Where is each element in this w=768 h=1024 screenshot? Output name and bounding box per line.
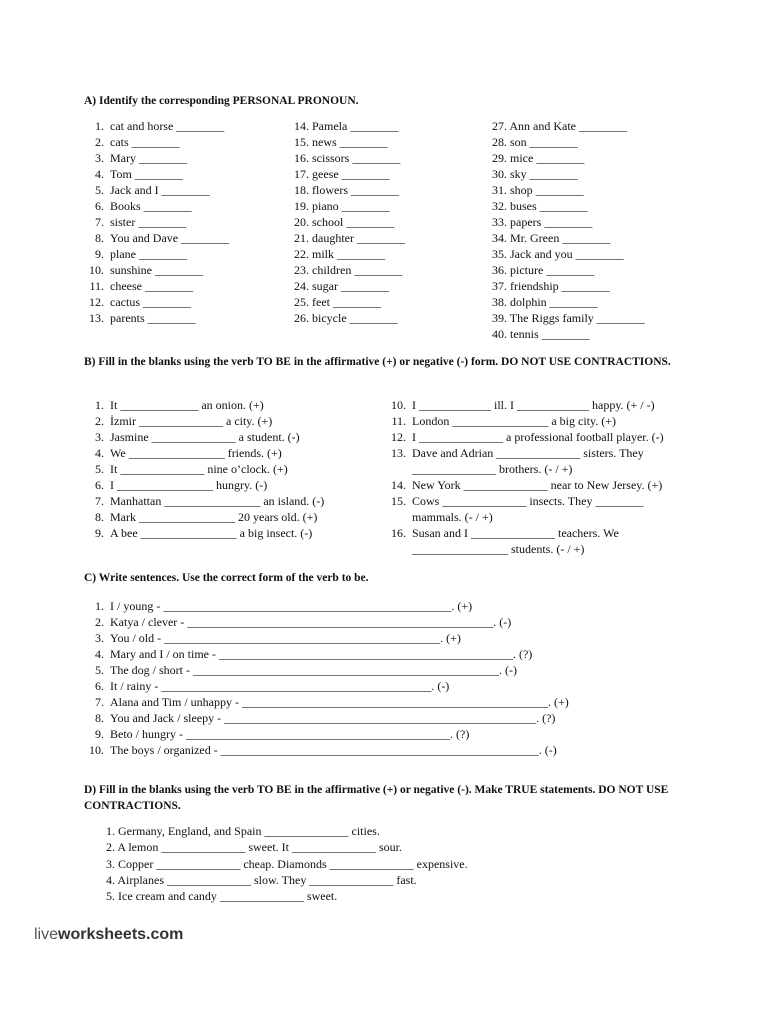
list-item: 1. It _____________ an onion. (+) <box>95 398 264 412</box>
list-item: 16. Susan and I ______________ teachers. We <box>391 526 619 540</box>
section-c-heading: C) Write sentences. Use the correct form of the verb to be. <box>84 572 369 584</box>
list-item: 9. Beto / hungry - ____________________________________________. (?) <box>95 727 470 741</box>
section-a-heading: A) Identify the corresponding PERSONAL PRONOUN. <box>84 95 359 107</box>
list-item: 4. We ________________ friends. (+) <box>95 446 282 460</box>
list-item: 11. London ________________ a big city. (+) <box>391 414 616 428</box>
list-item: 20. school ________ <box>294 215 395 229</box>
list-item: 6. I ________________ hungry. (-) <box>95 478 268 492</box>
list-item: 10. I ____________ ill. I ____________ happy. (+ / -) <box>391 398 655 412</box>
list-item: 8. You and Jack / sleepy - ____________________________________________________. (?) <box>95 711 556 725</box>
section-d-list <box>106 823 666 904</box>
list-item: 6. It / rainy - _____________________________________________. (-) <box>95 679 450 693</box>
list-item: 4. Airplanes ______________ slow. They ______________ fast. <box>106 872 417 887</box>
list-item: 18. flowers ________ <box>294 183 399 197</box>
list-item: 7. sister ________ <box>95 215 187 229</box>
list-item: 31. shop ________ <box>492 183 584 197</box>
list-item: 10. sunshine ________ <box>89 263 203 277</box>
list-item: 34. Mr. Green ________ <box>492 231 611 245</box>
list-item: 26. bicycle ________ <box>294 311 398 325</box>
list-item: 2. Katya / clever - ___________________________________________________. (-) <box>95 615 512 629</box>
list-item: 1. cat and horse ________ <box>95 119 225 133</box>
list-item: ________________ students. (- / +) <box>412 542 585 556</box>
list-item: 15. news ________ <box>294 135 388 149</box>
liveworksheets-logo[interactable] <box>34 926 183 944</box>
list-item: 13. Dave and Adrian ______________ sisters. They <box>391 446 644 460</box>
list-item: 8. Mark ________________ 20 years old. (+) <box>95 510 318 524</box>
list-item: mammals. (- / +) <box>412 510 493 524</box>
list-item: 9. A bee ________________ a big insect. (-) <box>95 526 313 540</box>
section-a-column-2 <box>294 118 484 326</box>
list-item: 14. New York ______________ near to New Jersey. (+) <box>391 478 663 492</box>
list-item: 29. mice ________ <box>492 151 585 165</box>
list-item: 4. Tom ________ <box>95 167 183 181</box>
list-item: 5. The dog / short - ___________________________________________________. (-) <box>95 663 517 677</box>
section-a-column-1 <box>84 118 284 326</box>
list-item: 21. daughter ________ <box>294 231 405 245</box>
list-item: 3. You / old - ______________________________________________. (+) <box>95 631 461 645</box>
list-item: 5. Jack and I ________ <box>95 183 210 197</box>
list-item: 2. İzmir ______________ a city. (+) <box>95 414 273 428</box>
list-item: ______________ brothers. (- / +) <box>412 462 573 476</box>
list-item: 5. Ice cream and candy ______________ sweet. <box>106 889 338 904</box>
list-item: 23. children ________ <box>294 263 403 277</box>
list-item: 24. sugar ________ <box>294 279 389 293</box>
list-item: 10. The boys / organized - _____________________________________________________. (-) <box>89 743 557 757</box>
list-item: 39. The Riggs family ________ <box>492 311 645 325</box>
list-item: 3. Copper ______________ cheap. Diamonds ______________ expensive. <box>106 856 468 871</box>
list-item: 5. It ______________ nine o’clock. (+) <box>95 462 288 476</box>
list-item: 30. sky ________ <box>492 167 578 181</box>
list-item: 3. Jasmine ______________ a student. (-) <box>95 430 300 444</box>
list-item: 22. milk ________ <box>294 247 386 261</box>
list-item: 4. Mary and I / on time - _________________________________________________. (?) <box>95 647 533 661</box>
list-item: 25. feet ________ <box>294 295 381 309</box>
list-item: 14. Pamela ________ <box>294 119 399 133</box>
list-item: 27. Ann and Kate ________ <box>492 119 627 133</box>
list-item: 11. cheese ________ <box>89 279 193 293</box>
list-item: 32. buses ________ <box>492 199 588 213</box>
section-b-heading: B) Fill in the blanks using the verb TO BE in the affirmative (+) or negative (-) form. DO NOT USE CONTRACTIONS. <box>84 356 671 368</box>
list-item: 17. geese ________ <box>294 167 390 181</box>
logo-live-text: live <box>34 926 59 943</box>
section-b-column-1 <box>84 397 374 541</box>
list-item: 6. Books ________ <box>95 199 192 213</box>
list-item: 1. I / young - ________________________________________________. (+) <box>95 599 473 613</box>
list-item: 33. papers ________ <box>492 215 593 229</box>
list-item: 9. plane ________ <box>95 247 187 261</box>
section-c-list <box>84 598 704 758</box>
logo-worksheets-text: worksheets.com <box>58 926 184 943</box>
list-item: 36. picture ________ <box>492 263 595 277</box>
section-b-column-2 <box>384 397 694 557</box>
section-d-heading: D) Fill in the blanks using the verb TO BE in the affirmative (+) or negative (-). Make TRUE statements. DO NOT USE CONTRACTIONS. <box>84 784 669 812</box>
list-item: 12. I ______________ a professional football player. (-) <box>391 430 664 444</box>
list-item: 40. tennis ________ <box>492 327 590 341</box>
list-item: 15. Cows ______________ insects. They ________ <box>391 494 644 508</box>
list-item: 35. Jack and you ________ <box>492 247 624 261</box>
list-item: 7. Alana and Tim / unhappy - ___________________________________________________. (+) <box>95 695 569 709</box>
list-item: 7. Manhattan ________________ an island. (-) <box>95 494 325 508</box>
section-a-column-3 <box>492 118 732 342</box>
list-item: 3. Mary ________ <box>95 151 187 165</box>
list-item: 16. scissors ________ <box>294 151 401 165</box>
list-item: 1. Germany, England, and Spain ______________ cities. <box>106 824 380 838</box>
list-item: 2. cats ________ <box>95 135 180 149</box>
list-item: 12. cactus ________ <box>89 295 191 309</box>
list-item: 13. parents ________ <box>89 311 196 325</box>
list-item: 8. You and Dave ________ <box>95 231 230 245</box>
list-item: 2. A lemon ______________ sweet. It ______________ sour. <box>106 840 402 855</box>
list-item: 28. son ________ <box>492 135 578 149</box>
list-item: 37. friendship ________ <box>492 279 610 293</box>
list-item: 19. piano ________ <box>294 199 390 213</box>
list-item: 38. dolphin ________ <box>492 295 598 309</box>
